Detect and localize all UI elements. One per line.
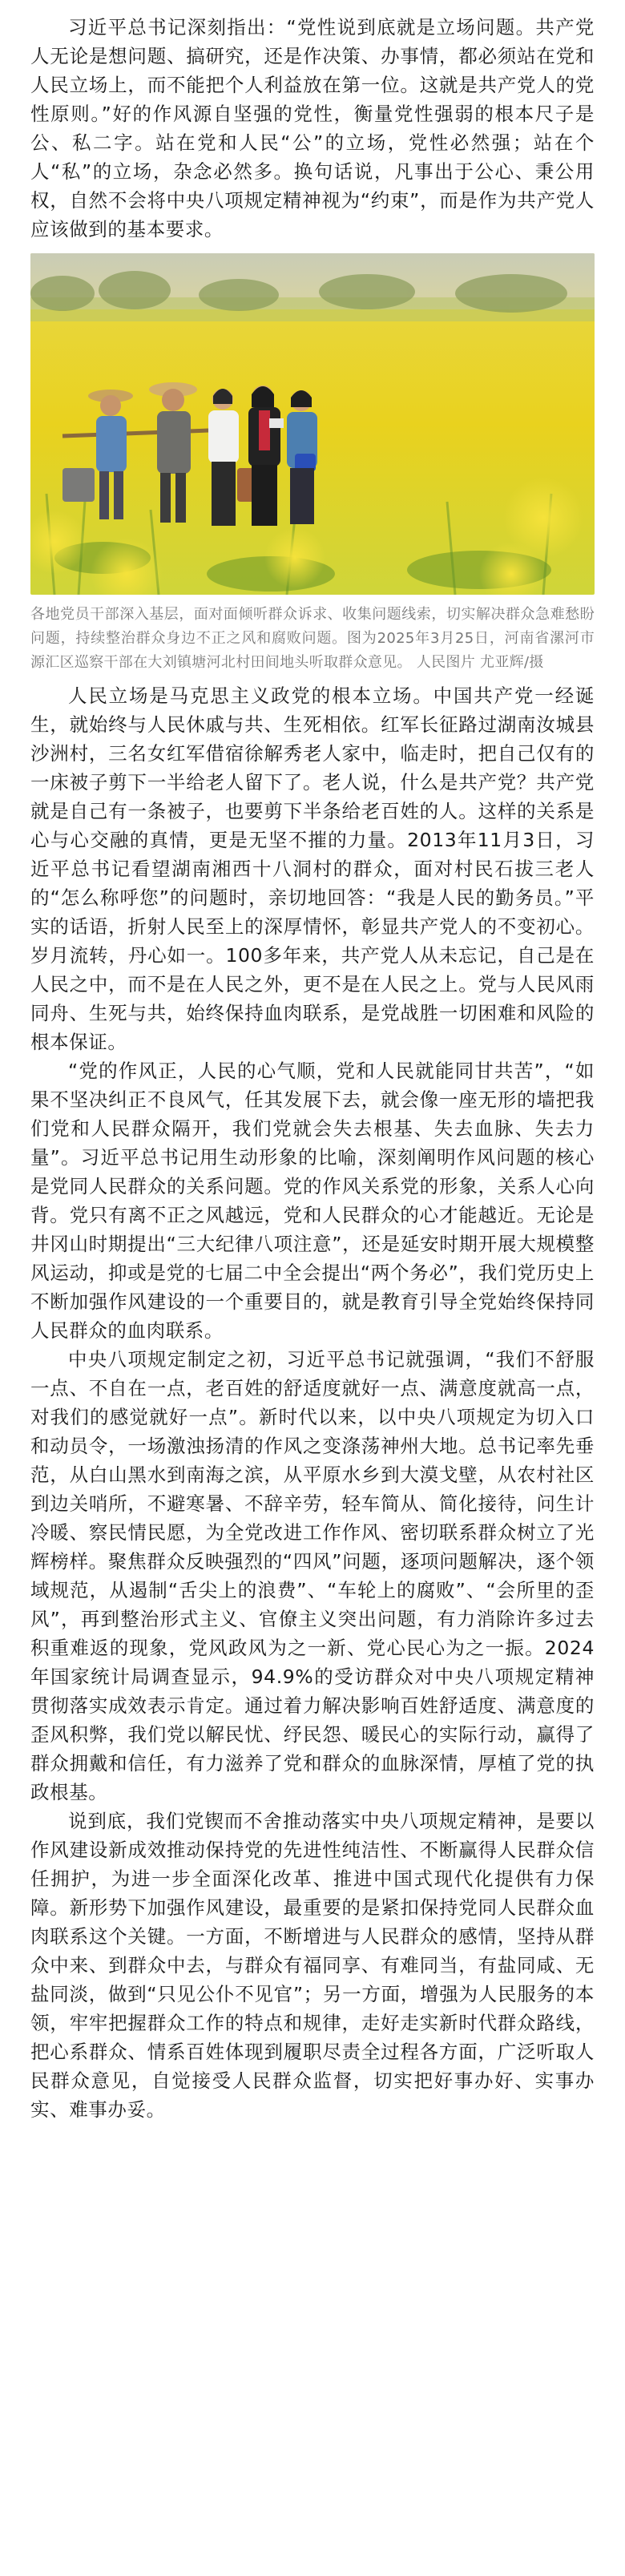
article-paragraph-5: 说到底，我们党锲而不舍推动落实中央八项规定精神，是要以作风建设新成效推动保持党的先进性纯洁性、不断赢得人民群众信任拥护，为进一步全面深化改革、推进中国式现代化提供有力保障。新形势下加强作风建设，最重要的是紧扣保持党同人民群众血肉联系这个关键。一方面，不断增进与人民群众的感情，坚持从群众中来、到群众中去，与群众有福同享、有难同当，有盐同咸、无盐同淡，做到“只见公仆不见官”；另一方面，增强为人民服务的本领，牢牢把握群众工作的特点和规律，走好走实新时代群众路线，把心系群众、情系百姓体现到履职尽责全过程各方面，广泛听取人民群众意见，自觉接受人民群众监督，切实把好事办好、实事办实、难事办妥。 [30,1810,595,2121]
article-paragraph-2: 人民立场是马克思主义政党的根本立场。中国共产党一经诞生，就始终与人民休戚与共、生死相依。红军长征路过湖南汝城县沙洲村，三名女红军借宿徐解秀老人家中，临走时，把自己仅有的一床被子剪下一半给老人留下了。老人说，什么是共产党？共产党就是自己有一条被子，也要剪下半条给老百姓的人。这样的关系是心与心交融的真情，更是无坚不摧的力量。2013年11月3日，习近平总书记看望湖南湘西十八洞村的群众，面对村民石拔三老人的“怎么称呼您”的问题时，亲切地回答：“我是人民的勤务员。”平实的话语，折射人民至上的深厚情怀，彰显共产党人的不变初心。岁月流转，丹心如一。100多年来，共产党人从未忘记，自己是在人民之中，而不是在人民之外，更不是在人民之上。党与人民风雨同舟、生死与共，始终保持血肉联系，是党战胜一切困难和风险的根本保证。 [30,684,595,1053]
article-paragraph-4: 中央八项规定制定之初，习近平总书记就强调，“我们不舒服一点、不自在一点，老百姓的舒适度就好一点、满意度就高一点，对我们的感觉就好一点”。新时代以来，以中央八项规定为切入口和动员令，一场激浊扬清的作风之变涤荡神州大地。总书记率先垂范，从白山黑水到南海之滨，从平原水乡到大漠戈壁，从农村社区到边关哨所，不避寒暑、不辞辛劳，轻车简从、简化接待，问生计冷暖、察民情民愿，为全党改进工作作风、密切联系群众树立了光辉榜样。聚焦群众反映强烈的“四风”问题，逐项问题解决，逐个领域规范，从遏制“舌尖上的浪费”、“车轮上的腐败”、“会所里的歪风”，再到整治形式主义、官僚主义突出问题，有力消除许多过去积重难返的现象，党风政风为之一新、党心民心为之一振。2024年国家统计局调查显示，94.9%的受访群众对中央八项规定精神贯彻落实成效表示肯定。通过着力解决影响百姓舒适度、满意度的歪风积弊，我们党以解民忧、纾民怨、暖民心的实际行动，赢得了群众拥戴和信任，有力滋养了党和群众的血脉深情，厚植了党的执政根基。 [30,1348,595,1803]
article-paragraph-3: “党的作风正，人民的心气顺，党和人民就能同甘共苦”，“如果不坚决纠正不良风气，任其发展下去，就会像一座无形的墙把我们党和人民群众隔开，我们党就会失去根基、失去血脉、失去力量”。习近平总书记用生动形象的比喻，深刻阐明作风问题的核心是党同人民群众的关系问题。党的作风关系党的形象，关系人心向背。党只有离不正之风越远，党和人民群众的心才能越近。无论是井冈山时期提出“三大纪律八项注意”，还是延安时期开展大规模整风运动，抑或是党的七届二中全会提出“两个务必”，我们党历史上不断加强作风建设的一个重要目的，就是教育引导全党始终保持同人民群众的血肉联系。 [30,1060,595,1342]
article-paragraph-1: 习近平总书记深刻指出：“党性说到底就是立场问题。共产党人无论是想问题、搞研究，还是作决策、办事情，都必须站在党和人民立场上，而不能把个人利益放在第一位。这就是共产党人的党性原则。”好的作风源自坚强的党性，衡量党性强弱的根本尺子是公、私二字。站在党和人民“公”的立场，党性必然强；站在个人“私”的立场，杂念必然多。换句话说，凡事出于公心、秉公用权，自然不会将中央八项规定精神视为“约束”，而是作为共产党人应该做到的基本要求。 [30,16,595,240]
photo-caption: 各地党员干部深入基层，面对面倾听群众诉求、收集问题线索，切实解决群众急难愁盼问题，持续整治群众身边不正之风和腐败问题。图为2025年3月25日，河南省漯河市源汇区巡察干部在大刘镇塘河北村田间地头听取群众意见。 人民图片 尤亚辉/摄 [30,606,595,671]
field-visit-photo [30,253,595,595]
